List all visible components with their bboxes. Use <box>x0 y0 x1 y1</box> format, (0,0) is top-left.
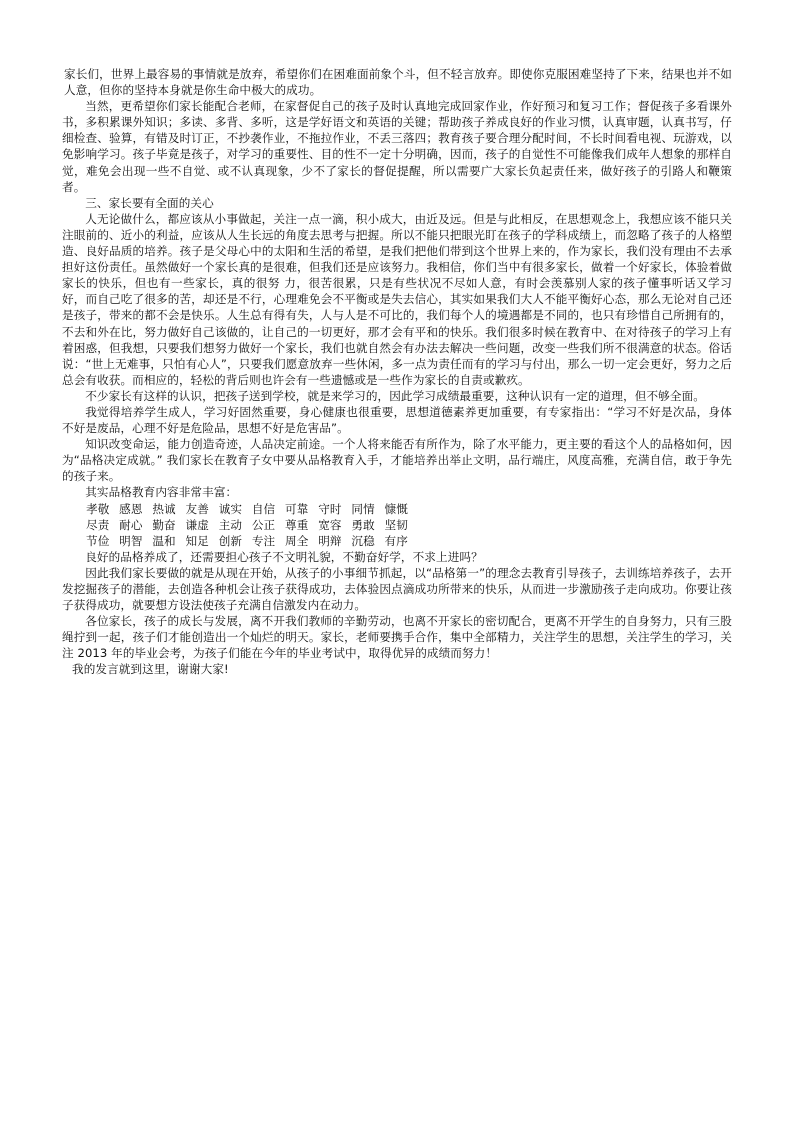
paragraph-homework-supervision: 当然，更希望你们家长能配合老师，在家督促自己的孩子及时认真地完成回家作业，作好预习和复习工作；督促孩子多看课外书，多积累课外知识；多读、多背、多听，这是学好语文和英语的关键；帮助孩子养成良好的作业习惯，认真审题，认真书写，仔细检查、验算，有错及时订正，不抄袭作业，不拖拉作业，不丢三落四；教育孩子要合理分配时间，不长时间看电视、玩游戏，以免影响学习。孩子毕竟是孩子，对学习的重要性、目的性不一定十分明确，因而，孩子的自觉性不可能像我们成年人想象的那样自觉，难免会出现一些不自觉、或不认真现象，少不了家长的督促提醒，所以需要广大家长负起责任来，做好孩子的引路人和鞭策者。 <box>62 99 732 194</box>
paragraph-character-first: 因此我们家长要做的就是从现在开始，从孩子的小事细节抓起，以“品格第一”的理念去教育引导孩子，去训练培养孩子，去开发挖掘孩子的潜能，去创造各种机会让孩子获得成功，去体验因点滴成功所带来的快乐，从而进一步激励孩子走向成功。你要让孩子获得成功，就要想方设法使孩子充满自信激发内在动力。 <box>62 565 732 613</box>
section-heading-comprehensive-care: 三、家长要有全面的关心 <box>85 195 214 210</box>
closing-remark: 我的发言就到这里，谢谢大家! <box>72 662 229 677</box>
paragraph-good-character-question: 良好的品格养成了，还需要担心孩子不文明礼貌，不勤奋好学，不求上进吗？ <box>85 549 483 564</box>
paragraph-expert-quote: 我觉得培养学生成人，学习好固然重要，身心健康也很重要，思想道德素养更加重要，有专家指出：“学习不好是次品，身体不好是废品，心理不好是危险品，思想不好是危害品”。 <box>62 404 732 436</box>
speech-document <box>62 66 732 678</box>
virtue-list-row-3: 节俭 明智 温和 知足 创新 专注 周全 明辩 沉稳 有序 <box>86 533 408 548</box>
paragraph-small-things: 人无论做什么，都应该从小事做起，关注一点一滴，积小成大，由近及远。但是与此相反，在思想观念上，我想应该不能只关注眼前的、近小的利益，应该从人生长远的角度去思考与把握。所以不能只把眼光盯在孩子的学科成绩上，而忽略了孩子的人格塑造、良好品质的培养。孩子是父母心中的太阳和生活的希望，是我们把他们带到这个世界上来的，作为家长，我们没有理由不去承担好这份责任。虽然做好一个家长真的是很难，但我们还是应该努力。我相信，你们当中有很多家长，做着一个好家长，体验着做家长的快乐，但也有一些家长，真的很努 力，很苦很累，只是有些状况不尽如人意，有时会羡慕别人家的孩子懂事听话又学习好，而自己吃了很多的苦，却还是不行，心理难免会不平衡或是失去信心，其实如果我们大人不能平衡好心态，那么无论对自己还是孩子，带来的都不会是快乐。人生总有得有失，人与人是不可比的，我们每个人的境遇都是不同的，也只有珍惜自己所拥有的，不去和外在比，努力做好自己该做的，让自己的一切更好，那才会有平和的快乐。我们很多时候在教育中、在对待孩子的学习上有着困惑，但我想，只要我们想努力做好一个家长，我们也就自然会有办法去解决一些问题，改变一些我们所不很满意的状态。俗话说：“世上无难事，只怕有心人”，只要我们愿意放弃一些休闲，多一点为责任而有的学习与付出，那么一切一定会更好，努力之后总会有收获。而相应的，轻松的背后则也许会有一些遗憾或是一些作为家长的自责或歉疚。 <box>62 211 732 387</box>
paragraph-persistence: 家长们，世界上最容易的事情就是放弃，希望你们在困难面前象个斗，但不轻言放弃。即使你克服困难坚持了下来，结果也并不如人意，但你的坚持本身就是你生命中极大的成功。 <box>64 67 732 98</box>
paragraph-conclusion: 各位家长，孩子的成长与发展，离不开我们教师的辛勤劳动，也离不开家长的密切配合，更离不开学生的自身努力，只有三股绳拧到一起，孩子们才能创造出一个灿烂的明天。家长，老师要携手合作，集中全部精力，关注学生的思想，关注学生的学习，关注 2013 年的毕业会考，为孩子们能在今年的毕业考试中，取得优异的成绩而努力！ <box>62 614 732 661</box>
paragraph-parent-view: 不少家长有这样的认识，把孩子送到学校，就是来学习的，因此学习成绩最重要，这种认识有一定的道理，但不够全面。 <box>85 388 705 403</box>
paragraph-character-content-intro: 其实品格教育内容非常丰富： <box>85 485 238 500</box>
virtue-list-row-2: 尽责 耐心 勤奋 谦虚 主动 公正 尊重 宽容 勇敢 坚韧 <box>86 517 408 532</box>
paragraph-character-decides: 知识改变命运，能力创造奇迹，人品决定前途。一个人将来能否有所作为，除了水平能力，更主要的看这个人的品格如何，因为“品格决定成就。” 我们家长在教育子女中要从品格教育入手，才能培养出举止文明，品行端庄，风度高雅，充满自信，敢于争先的孩子来。 <box>62 437 732 484</box>
virtue-list-row-1: 孝敬 感恩 热诚 友善 诚实 自信 可靠 守时 同情 慷慨 <box>86 501 408 516</box>
